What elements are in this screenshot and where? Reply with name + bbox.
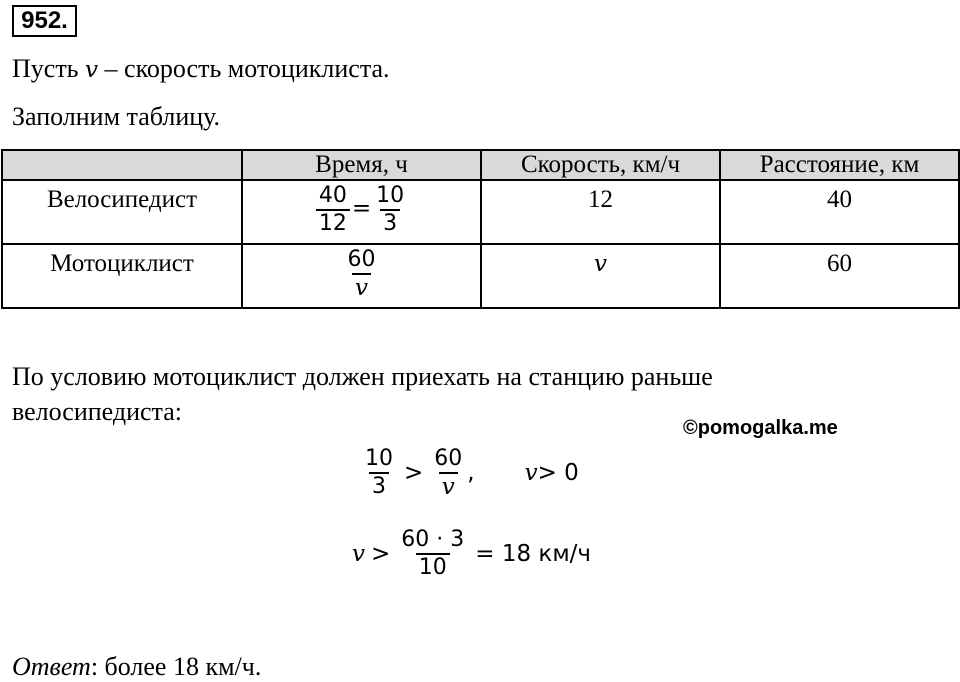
fraction bbox=[316, 183, 350, 237]
inequality-2 bbox=[352, 527, 591, 581]
condition-var: v bbox=[524, 460, 538, 486]
speed-var: v bbox=[594, 251, 607, 277]
header-cell-empty bbox=[2, 150, 242, 180]
greater-than-sign: > bbox=[404, 460, 424, 486]
comma: , bbox=[467, 460, 475, 486]
numerator: 40 bbox=[318, 183, 347, 208]
denominator: 3 bbox=[369, 472, 389, 500]
inequality-var: v bbox=[352, 541, 365, 567]
fraction bbox=[398, 527, 467, 581]
header-cell-speed: Скорость, км/ч bbox=[481, 150, 720, 180]
numerator: 60 bbox=[434, 446, 463, 471]
numerator: 60 bbox=[347, 247, 376, 272]
watermark: ©pomogalka.me bbox=[683, 417, 838, 439]
fraction bbox=[373, 183, 407, 237]
condition-line-1: По условию мотоциклист должен приехать на станцию раньше bbox=[12, 362, 713, 391]
motorcyclist-speed-cell bbox=[481, 244, 720, 308]
cyclist-time-cell bbox=[242, 180, 481, 244]
intro-prefix: Пусть bbox=[12, 54, 86, 83]
cyclist-distance-cell: 40 bbox=[720, 180, 959, 244]
denominator: 12 bbox=[316, 209, 350, 237]
data-table bbox=[1, 149, 960, 309]
greater-than-sign: > bbox=[371, 541, 391, 567]
answer-text: : более 18 км/ч. bbox=[90, 652, 262, 681]
header-cell-time: Время, ч bbox=[242, 150, 481, 180]
condition-rest: > 0 bbox=[537, 460, 579, 486]
numerator: 10 bbox=[365, 446, 393, 471]
table-header-row bbox=[2, 150, 959, 180]
equals-sign: = bbox=[351, 195, 372, 222]
table-row bbox=[2, 244, 959, 308]
intro-suffix: – скорость мотоциклиста. bbox=[98, 54, 390, 83]
condition-line-2: велосипедиста: bbox=[12, 397, 182, 426]
fraction bbox=[362, 446, 396, 500]
fraction bbox=[345, 247, 379, 301]
numerator: 10 bbox=[376, 183, 405, 208]
row-label-cyclist: Велосипедист bbox=[2, 180, 242, 244]
intro-var: v bbox=[85, 57, 99, 83]
numerator: 60 · 3 bbox=[401, 527, 465, 552]
header-cell-distance: Расстояние, км bbox=[720, 150, 959, 180]
result: = 18 км/ч bbox=[475, 541, 592, 567]
fraction bbox=[431, 446, 465, 500]
problem-number: 952. bbox=[12, 5, 77, 37]
row-label-motorcyclist: Мотоциклист bbox=[2, 244, 242, 308]
denominator: 10 bbox=[416, 553, 450, 581]
denominator: 3 bbox=[380, 209, 400, 237]
answer-line bbox=[12, 652, 261, 682]
denominator: v bbox=[439, 472, 458, 500]
inequality-1 bbox=[360, 446, 579, 500]
answer-label: Ответ bbox=[12, 652, 91, 681]
table-row bbox=[2, 180, 959, 244]
motorcyclist-time-cell bbox=[242, 244, 481, 308]
cyclist-speed-cell: 12 bbox=[481, 180, 720, 244]
motorcyclist-distance-cell: 60 bbox=[720, 244, 959, 308]
intro-line bbox=[12, 54, 390, 84]
fill-table-line: Заполним таблицу. bbox=[12, 102, 221, 131]
denominator: v bbox=[352, 273, 371, 301]
